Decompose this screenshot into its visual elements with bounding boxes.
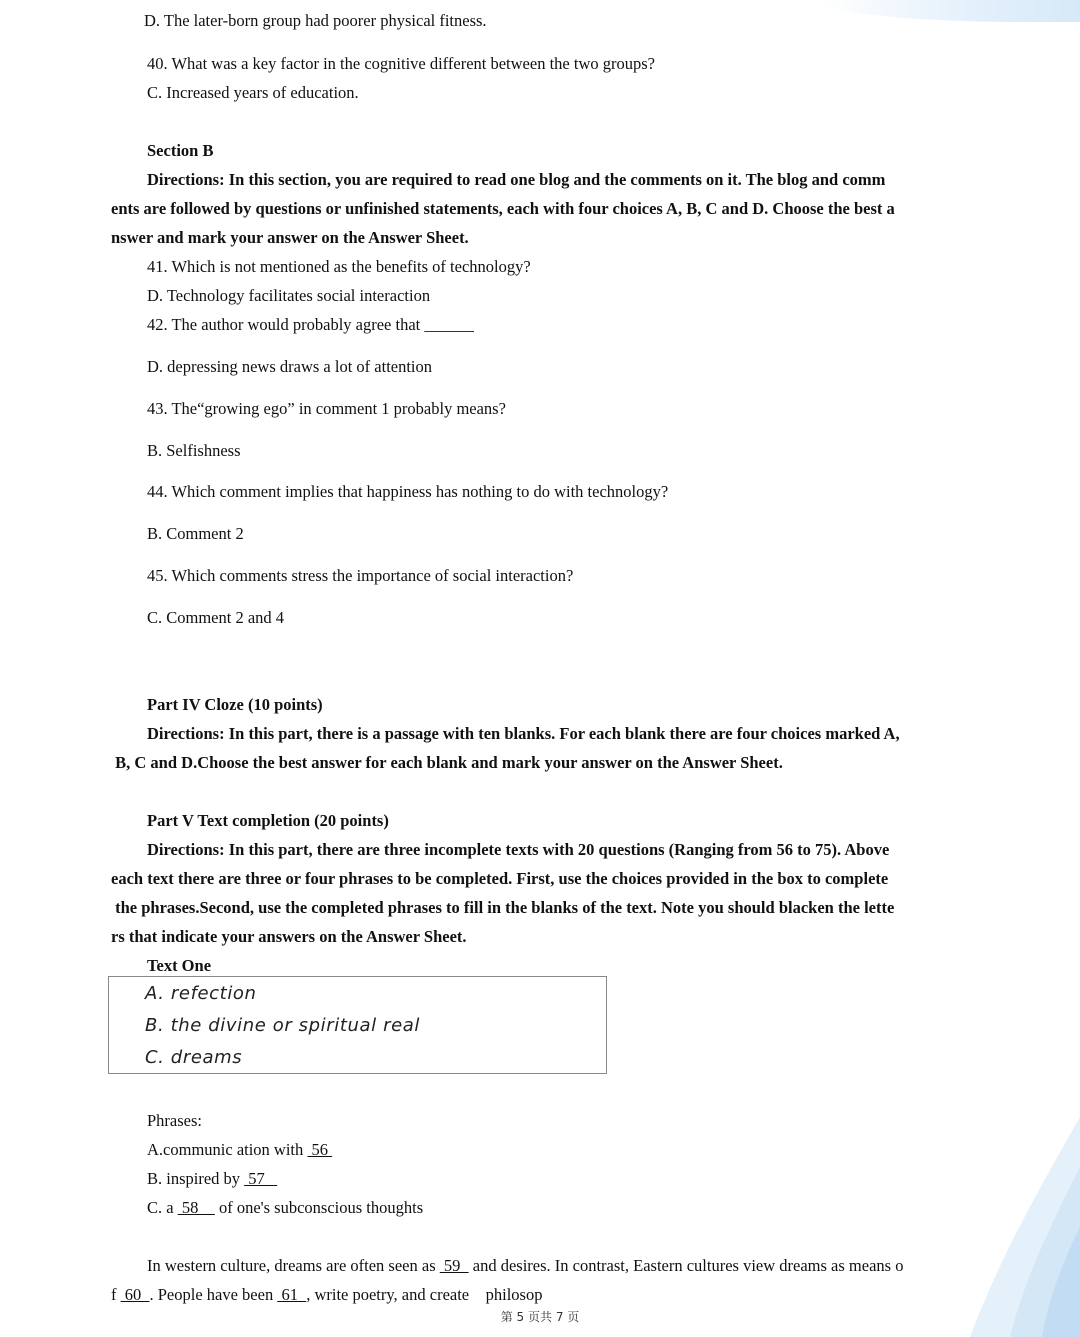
section-b-directions-line-2: ents are followed by questions or unfinished statements, each with four choices A, B, C and D. Choose the best a <box>111 199 895 218</box>
answer-45: C. Comment 2 and 4 <box>147 608 285 627</box>
box-choice-b: B. the divine or spiritual real <box>145 1015 421 1036</box>
part-5-directions-line-2: each text there are three or four phrases to be completed. First, use the choices provided in the box to complete <box>111 869 889 888</box>
part-5-directions-line-3: the phrases.Second, use the completed phrases to fill in the blanks of the text. Note you should blacken the lette <box>111 898 895 917</box>
answer-40: C. Increased years of education. <box>147 83 359 102</box>
top-right-decoration <box>820 0 1080 22</box>
question-41: 41. Which is not mentioned as the benefits of technology? <box>147 257 531 276</box>
box-choice-a: A. refection <box>145 983 257 1004</box>
answer-43: B. Selfishness <box>147 441 241 460</box>
answer-42: D. depressing news draws a lot of attention <box>147 357 433 376</box>
passage-line-1: In western culture, dreams are often seen as 59 and desires. In contrast, Eastern cultures view dreams as means o <box>147 1256 904 1275</box>
page-footer: 第 5 页共 7 页 <box>500 1310 580 1324</box>
phrase-c-suffix: of one's subconscious thoughts <box>214 1198 424 1217</box>
question-40: 40. What was a key factor in the cognitive different between the two groups? <box>147 54 655 73</box>
blank-61: 61 <box>277 1285 307 1304</box>
blank-60: 60 <box>120 1285 150 1304</box>
part-4-title: Part IV Cloze (10 points) <box>147 695 323 714</box>
word-choice-box <box>108 976 607 1074</box>
part-5-directions-line-4: rs that indicate your answers on the Answer Sheet. <box>111 927 467 946</box>
part-4-directions-line-2: B, C and D.Choose the best answer for each blank and mark your answer on the Answer Sheet. <box>111 753 783 772</box>
passage-line-2: f 60 . People have been 61 , write poetry, and create philosop <box>111 1285 543 1304</box>
phrase-b <box>147 1169 277 1189</box>
part-5-directions-line-1: Directions: In this part, there are three incomplete texts with 20 questions (Ranging from 56 to 75). Above <box>147 840 890 859</box>
question-45: 45. Which comments stress the importance of social interaction? <box>147 566 574 585</box>
phrase-a-text: A.communic ation with <box>147 1140 308 1159</box>
blank-58: 58 <box>177 1198 215 1217</box>
prev-answer: D. The later-born group had poorer physical fitness. <box>144 11 487 30</box>
section-b-directions-line-1: Directions: In this section, you are required to read one blog and the comments on it. The blog and comm <box>147 170 886 189</box>
phrases-label: Phrases: <box>147 1111 202 1130</box>
phrase-a <box>147 1140 332 1160</box>
blank-57: 57 <box>244 1169 278 1188</box>
blank-56: 56 <box>307 1140 333 1159</box>
text-one-title: Text One <box>147 956 212 975</box>
part-4-directions-line-1: Directions: In this part, there is a passage with ten blanks. For each blank there are four choices marked A, <box>147 724 900 743</box>
phrase-b-text: B. inspired by <box>147 1169 245 1188</box>
section-b-directions-line-3: nswer and mark your answer on the Answer Sheet. <box>111 228 469 247</box>
question-44: 44. Which comment implies that happiness has nothing to do with technology? <box>147 482 669 501</box>
section-b-title: Section B <box>147 141 214 160</box>
answer-41: D. Technology facilitates social interaction <box>147 286 431 305</box>
question-42: 42. The author would probably agree that ______ <box>147 315 474 334</box>
part-5-title: Part V Text completion (20 points) <box>147 811 389 830</box>
answer-44: B. Comment 2 <box>147 524 244 543</box>
box-choice-c: C. dreams <box>145 1047 243 1068</box>
phrase-c-text: C. a <box>147 1198 178 1217</box>
blank-59: 59 <box>439 1256 469 1275</box>
phrase-c <box>147 1198 423 1218</box>
bottom-right-decoration <box>930 1107 1080 1337</box>
question-43: 43. The“growing ego” in comment 1 probably means? <box>147 399 506 418</box>
